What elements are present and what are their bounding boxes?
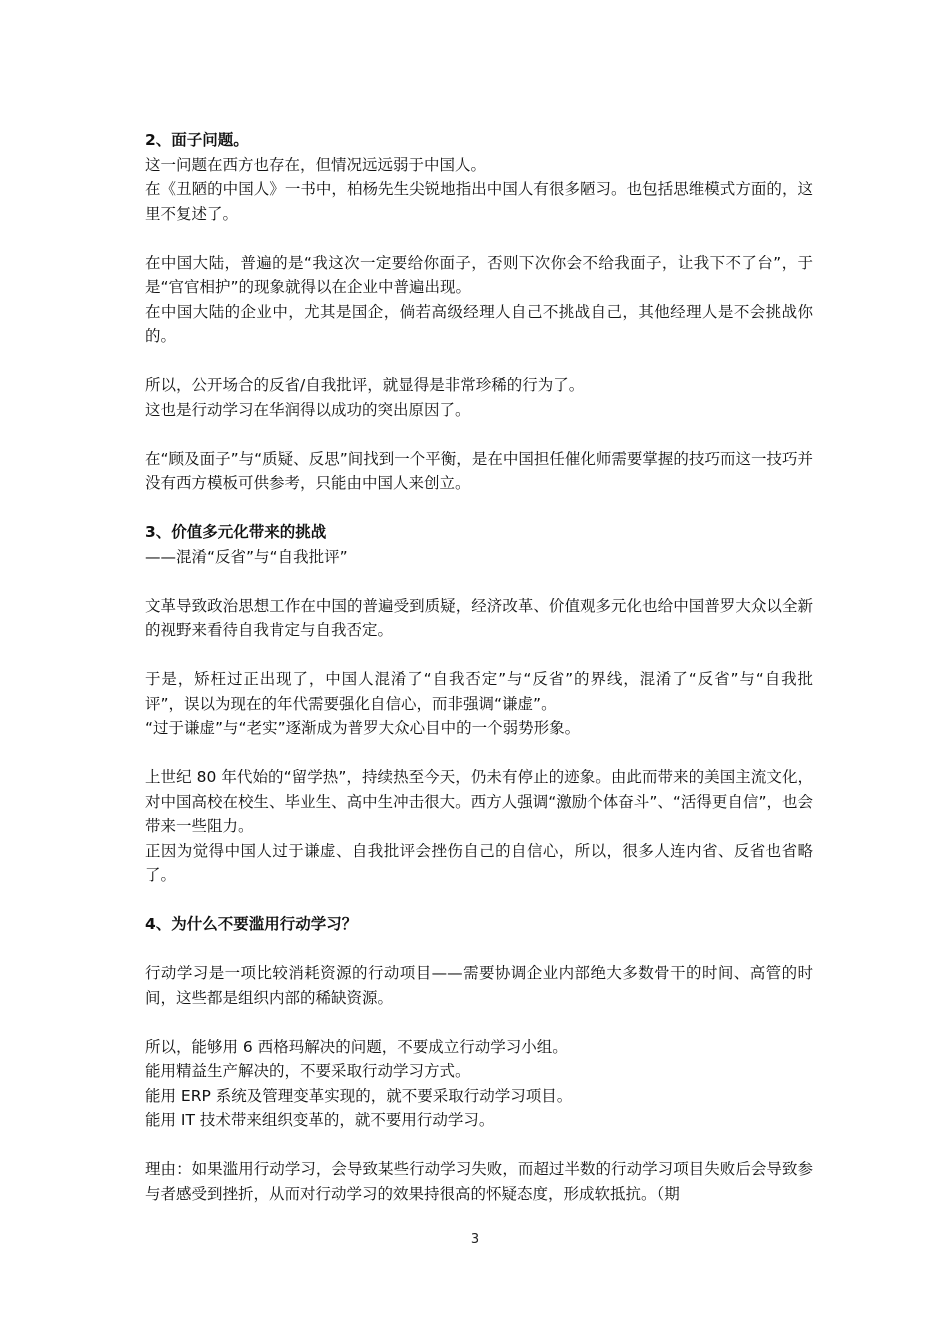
paragraph: “过于谦虚”与“老实”逐渐成为普罗大众心目中的一个弱势形象。 bbox=[145, 719, 581, 737]
paragraph-spacer bbox=[145, 422, 813, 447]
paragraph: 理由：如果滥用行动学习，会导致某些行动学习失败，而超过半数的行动学习项目失败后会导致参与者感受到挫折，从而对行动学习的效果持很高的怀疑态度，形成软抵抗。（期 bbox=[145, 1160, 813, 1203]
paragraph-spacer bbox=[145, 226, 813, 251]
page-number: 3 bbox=[470, 1232, 480, 1247]
paragraph: 这一问题在西方也存在，但情况远远弱于中国人。 bbox=[145, 155, 487, 174]
paragraph: 这也是行动学习在华润得以成功的突出原因了。 bbox=[145, 400, 471, 419]
paragraph: 能用 IT 技术带来组织变革的，就不要用行动学习。 bbox=[145, 1111, 495, 1129]
paragraph: 在“顾及面子”与“质疑、反思”间找到一个平衡，是在中国担任催化师需要掌握的技巧而这一技巧并没有西方模板可供参考，只能由中国人来创立。 bbox=[145, 449, 813, 492]
paragraph: 在中国大陆的企业中，尤其是国企，倘若高级经理人自己不挑战自己，其他经理人是不会挑战你的。 bbox=[145, 302, 813, 345]
section-heading-value-diversity: 3、价值多元化带来的挑战 bbox=[145, 523, 327, 541]
paragraph: 在《丑陋的中国人》一书中，柏杨先生尖锐地指出中国人有很多陋习。也包括思维模式方面的，这里不复述了。 bbox=[145, 180, 813, 223]
paragraph-spacer bbox=[145, 937, 813, 962]
paragraph-spacer bbox=[145, 569, 813, 594]
section-heading-action-learning-misuse: 4、为什么不要滥用行动学习？ bbox=[145, 915, 358, 933]
paragraph: 上世纪 80 年代始的“留学热”，持续热至今天，仍未有停止的迹象。由此而带来的美国主流文化，对中国高校在校生、毕业生、高中生冲击很大。西方人强调“激励个体奋斗”、“活得更自信”，也会带来一些阻力。 bbox=[145, 768, 813, 835]
paragraph: 正因为觉得中国人过于谦虚、自我批评会挫伤自己的自信心，所以，很多人连内省、反省也省略了。 bbox=[145, 841, 813, 884]
paragraph-spacer bbox=[145, 496, 813, 521]
paragraph: 于是，矫枉过正出现了，中国人混淆了“自我否定”与“反省”的界线，混淆了“反省”与“自我批评”，误以为现在的年代需要强化自信心，而非强调“谦虚”。 bbox=[145, 670, 813, 713]
paragraph: 能用 ERP 系统及管理变革实现的，就不要采取行动学习项目。 bbox=[145, 1086, 573, 1105]
section-heading-face-issue: 2、面子问题。 bbox=[145, 131, 249, 149]
paragraph: 所以，能够用 6 西格玛解决的问题，不要成立行动学习小组。 bbox=[145, 1037, 568, 1056]
paragraph-spacer bbox=[145, 1010, 813, 1035]
paragraph-spacer bbox=[145, 1133, 813, 1158]
paragraph: 行动学习是一项比较消耗资源的行动项目——需要协调企业内部绝大多数骨干的时间、高管的时间，这些都是组织内部的稀缺资源。 bbox=[145, 964, 813, 1007]
paragraph-spacer bbox=[145, 741, 813, 766]
paragraph: 文革导致政治思想工作在中国的普遍受到质疑，经济改革、价值观多元化也给中国普罗大众以全新的视野来看待自我肯定与自我否定。 bbox=[145, 596, 813, 639]
section-subheading: ——混淆“反省”与“自我批评” bbox=[145, 547, 348, 566]
paragraph-spacer bbox=[145, 888, 813, 913]
paragraph: 所以，公开场合的反省/自我批评，就显得是非常珍稀的行为了。 bbox=[145, 376, 585, 394]
paragraph-spacer bbox=[145, 643, 813, 668]
paragraph: 在中国大陆，普遍的是“我这次一定要给你面子，否则下次你会不给我面子，让我下不了台”，于是“官官相护”的现象就得以在企业中普遍出现。 bbox=[145, 253, 813, 296]
paragraph: 能用精益生产解决的，不要采取行动学习方式。 bbox=[145, 1062, 471, 1080]
body-text bbox=[145, 128, 813, 1206]
paragraph-spacer bbox=[145, 349, 813, 374]
